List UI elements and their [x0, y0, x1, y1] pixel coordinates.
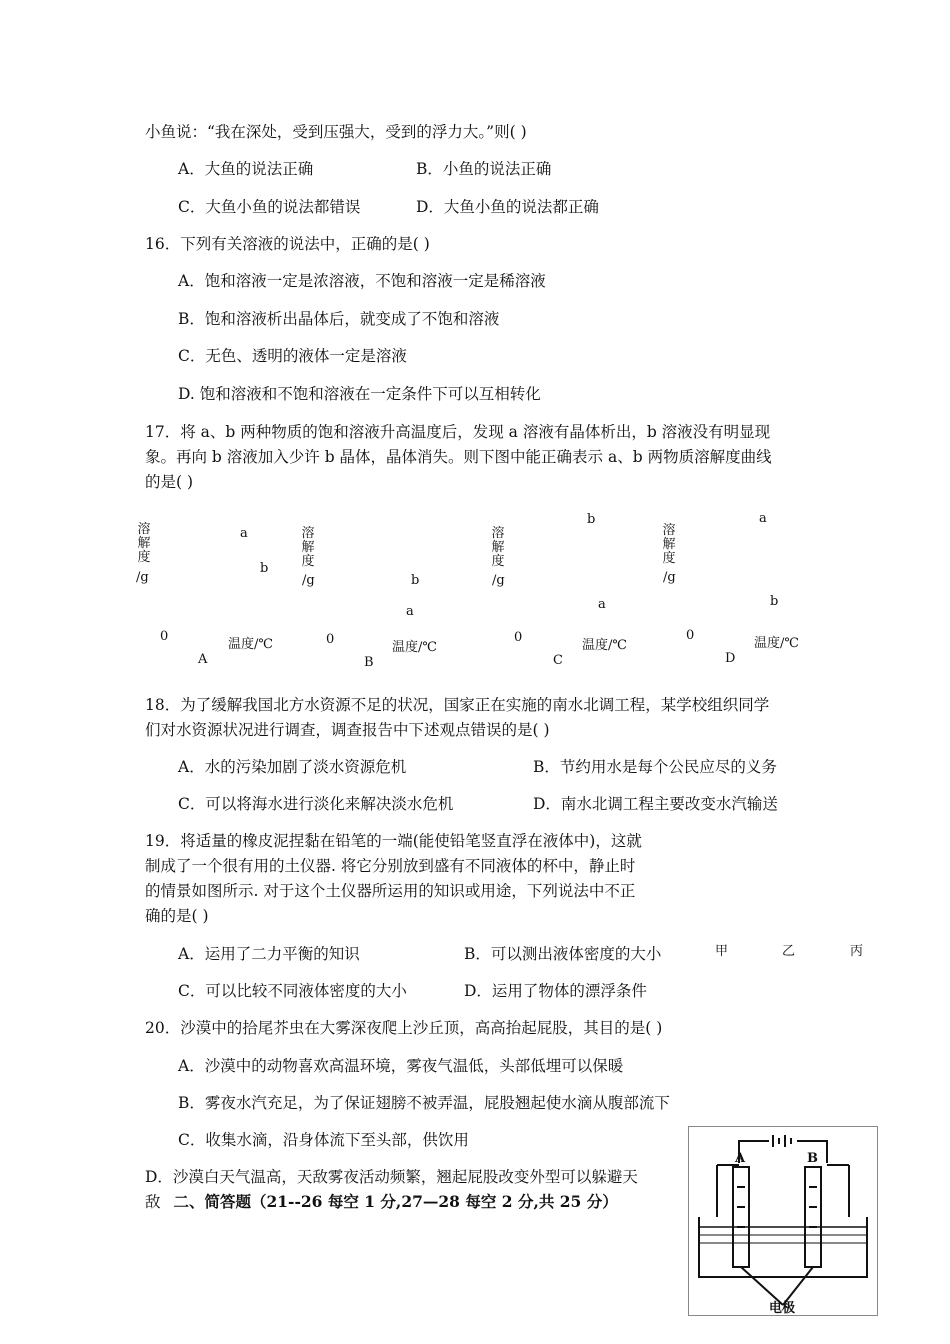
graph-d-curve-1: a	[759, 511, 767, 526]
electrode-caption: 电极	[769, 1301, 796, 1316]
graph-d-xlabel: 温度/℃	[754, 636, 799, 651]
graph-b-yunit: /g	[302, 573, 315, 588]
q18-option-c: C．可以将海水进行淡化来解决淡水危机	[178, 795, 454, 813]
q18-option-d: D．南水北调工程主要改变水汽输送	[533, 795, 778, 813]
graph-b-letter: B	[364, 655, 374, 670]
tube-label-b: B	[807, 1151, 818, 1166]
electrolysis-figure	[688, 1126, 878, 1316]
graph-d-curve-2: b	[770, 594, 779, 609]
q15-option-a: A．大鱼的说法正确	[178, 160, 314, 178]
graph-c-curve-1: b	[587, 512, 596, 527]
cup-label-yi: 乙	[782, 944, 796, 959]
graph-b-origin: 0	[326, 632, 335, 647]
graph-d-origin: 0	[686, 628, 695, 643]
q19-stem-line-3: 的情景如图所示. 对于这个土仪器所运用的知识或用途，下列说法中不正	[145, 882, 636, 900]
graph-d-ylabel: 溶解度	[662, 523, 676, 566]
graph-c-letter: C	[553, 653, 563, 668]
q20-option-d-tail	[145, 1190, 618, 1212]
q20-option-d-tail-text: 敌	[145, 1193, 161, 1211]
graph-b-curve-2: a	[406, 604, 414, 619]
q16-option-a: A．饱和溶液一定是浓溶液，不饱和溶液一定是稀溶液	[178, 272, 546, 290]
q15-option-c: C．大鱼小鱼的说法都错误	[178, 198, 361, 216]
q19-option-c: C．可以比较不同液体密度的大小	[178, 982, 407, 1000]
q20-option-a: A．沙漠中的动物喜欢高温环境，雾夜气温低，头部低埋可以保暖	[178, 1057, 624, 1075]
graph-d-letter: D	[725, 651, 736, 666]
q15-option-d: D．大鱼小鱼的说法都正确	[416, 198, 599, 216]
graph-a-curve-2: b	[260, 561, 269, 576]
tube-label-a: A	[735, 1151, 746, 1166]
graph-c-yunit: /g	[492, 573, 505, 588]
cup-label-bing: 丙	[850, 944, 864, 959]
q20-option-c: C．收集水滴，沿身体流下至头部，供饮用	[178, 1131, 469, 1149]
graph-a-yunit: /g	[136, 570, 149, 585]
q16-stem: 16．下列有关溶液的说法中，正确的是( )	[145, 235, 430, 253]
q20-option-b: B．雾夜水汽充足，为了保证翅膀不被弄温，屁股翘起使水滴从腹部流下	[178, 1094, 670, 1112]
q19-stem-line-1: 19．将适量的橡皮泥捏黏在铅笔的一端(能使铅笔竖直浮在液体中)，这就	[145, 832, 642, 850]
graph-b-curve-1: b	[411, 573, 420, 588]
q18-stem-line-1: 18．为了缓解我国北方水资源不足的状况，国家正在实施的南水北调工程，某学校组织同学	[145, 696, 770, 714]
graph-c-ylabel: 溶解度	[491, 526, 505, 569]
graph-a-origin: 0	[160, 629, 169, 644]
q16-option-b: B．饱和溶液析出晶体后，就变成了不饱和溶液	[178, 310, 500, 328]
q15-option-b: B．小鱼的说法正确	[416, 160, 552, 178]
q19-option-d: D．运用了物体的漂浮条件	[464, 982, 647, 1000]
q19-option-b: B．可以测出液体密度的大小	[464, 945, 662, 963]
q18-option-b: B．节约用水是每个公民应尽的义务	[533, 758, 777, 776]
q15-stem: 小鱼说：“我在深处，受到压强大，受到的浮力大。”则( )	[145, 123, 527, 141]
q17-stem-line-1: 17．将 a、b 两种物质的饱和溶液升高温度后，发现 a 溶液有晶体析出，b 溶液没有明显现	[145, 423, 771, 441]
graph-c-origin: 0	[514, 630, 523, 645]
q18-stem-line-2: 们对水资源状况进行调查，调查报告中下述观点错误的是( )	[145, 721, 550, 739]
q20-stem: 20．沙漠中的拾尾芥虫在大雾深夜爬上沙丘顶，高高抬起屁股，其目的是( )	[145, 1019, 663, 1037]
graph-a-curve-1: a	[240, 526, 248, 541]
electrolysis-diagram	[689, 1127, 877, 1315]
graph-d-yunit: /g	[663, 570, 676, 585]
q20-option-d: D．沙漠白天气温高，天敌雾夜活动频繁，翘起屁股改变外型可以躲避天	[145, 1168, 638, 1186]
q18-option-a: A．水的污染加剧了淡水资源危机	[178, 758, 407, 776]
graph-a-ylabel: 溶解度	[137, 522, 151, 565]
q17-stem-line-3: 的是( )	[145, 473, 194, 491]
q17-stem-line-2: 象。再向 b 溶液加入少许 b 晶体，晶体消失。则下图中能正确表示 a、b 两物质溶解度曲线	[145, 448, 772, 466]
graph-a-xlabel: 温度/℃	[228, 637, 273, 652]
q19-stem-line-4: 确的是( )	[145, 907, 209, 925]
graph-b-ylabel: 溶解度	[301, 526, 315, 569]
cup-label-jia: 甲	[715, 944, 729, 959]
graph-c-xlabel: 温度/℃	[582, 638, 627, 653]
section-title: 二、简答题（21--26 每空 1 分,27—28 每空 2 分,共 25 分）	[173, 1192, 618, 1211]
q16-option-d: D. 饱和溶液和不饱和溶液在一定条件下可以互相转化	[178, 385, 541, 403]
graph-b-xlabel: 温度/℃	[392, 640, 437, 655]
q16-option-c: C．无色、透明的液体一定是溶液	[178, 347, 407, 365]
q19-stem-line-2: 制成了一个很有用的土仪器. 将它分别放到盛有不同液体的杯中，静止时	[145, 857, 636, 875]
q19-option-a: A．运用了二力平衡的知识	[178, 945, 360, 963]
graph-a-letter: A	[198, 652, 208, 667]
graph-c-curve-2: a	[598, 597, 606, 612]
